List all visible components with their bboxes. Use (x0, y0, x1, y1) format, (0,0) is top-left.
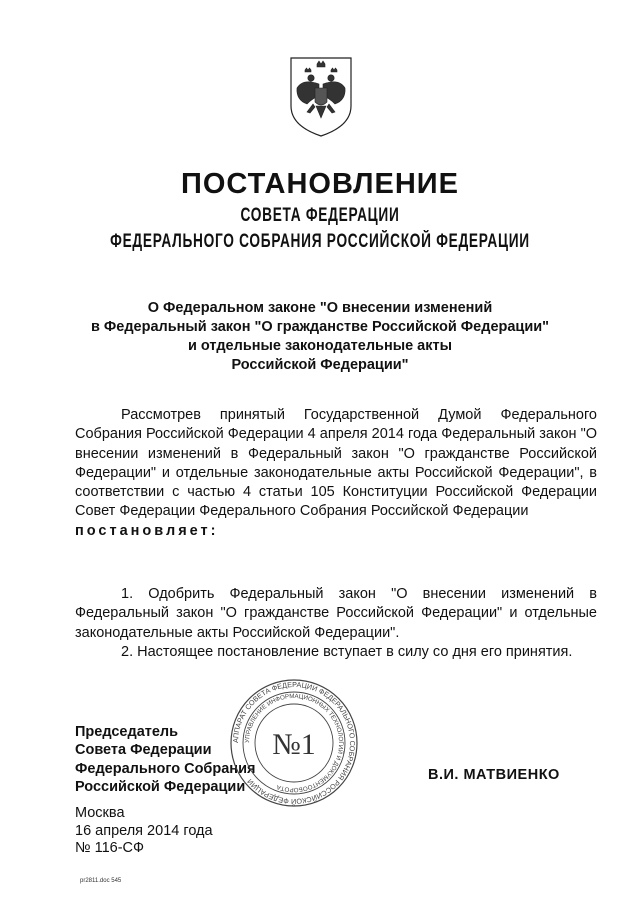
seal-inner-text: УПРАВЛЕНИЕ ИНФОРМАЦИОННЫХ ТЕХНОЛОГИЙ И ДОКУМЕНТООБОРОТА (243, 692, 345, 794)
document-subject (0, 299, 640, 375)
signatory-line-1: Председатель (75, 724, 179, 740)
adoption-date: 16 апреля 2014 года (75, 822, 213, 839)
signatory-line-3: Федерального Собрания (75, 760, 256, 777)
resolution-item-2: 2. Настоящее постановление вступает в силу со дня его принятия. (121, 644, 573, 660)
issuer-line-1: СОВЕТА ФЕДЕРАЦИИ (240, 205, 400, 226)
seal-outer-text: АППАРАТ СОВЕТА ФЕДЕРАЦИИ ФЕДЕРАЛЬНОГО СОБРАНИЯ РОССИЙСКОЙ ФЕДЕРАЦИИ (230, 679, 358, 807)
seal-number: №1 (272, 728, 316, 761)
coat-of-arms-emblem (283, 54, 359, 138)
official-seal-stamp (228, 678, 360, 808)
resolves-word: постановляет: (75, 522, 219, 539)
document-number: № 116-СФ (75, 840, 145, 856)
preamble-text: Рассмотрев принятый Государственной Думой Федерального Собрания Российской Федерации 4 апреля 2014 года Федеральный закон "О внесении изменений в Федеральный закон "О гражданстве Российской Федерации" и отдельные законодательные акты Российской Федерации", в соответствии с частью 4 статьи 105 Конституции Российской Федерации Совет Федерации Федерального Собрания Российской Федерации (75, 407, 597, 520)
city: Москва (75, 805, 125, 821)
subject-line-2: в Федеральный закон "О гражданстве Российской Федерации" (90, 319, 550, 335)
signatory-line-4: Российской Федерации (75, 779, 246, 796)
document-title: ПОСТАНОВЛЕНИЕ (181, 168, 459, 200)
place-and-date (75, 805, 213, 858)
resolution-item-1: 1. Одобрить Федеральный закон "О внесении изменений в Федеральный закон "О гражданстве Российской Федерации" и отдельные законодательные акты Российской Федерации". (75, 586, 597, 641)
subject-line-1: О Федеральном законе "О внесении изменений (147, 300, 493, 316)
subject-line-3: и отдельные законодательные акты (187, 338, 452, 354)
signatory-name: В.И. МАТВИЕНКО (428, 767, 560, 783)
preamble-paragraph (75, 406, 597, 541)
issuer-line-2: ФЕДЕРАЛЬНОГО СОБРАНИЯ РОССИЙСКОЙ ФЕДЕРАЦИИ (110, 231, 530, 252)
signatory-line-2: Совета Федерации (75, 742, 212, 759)
file-reference: pr2811.doc 545 (80, 878, 122, 884)
subject-line-4: Российской Федерации" (231, 357, 409, 373)
